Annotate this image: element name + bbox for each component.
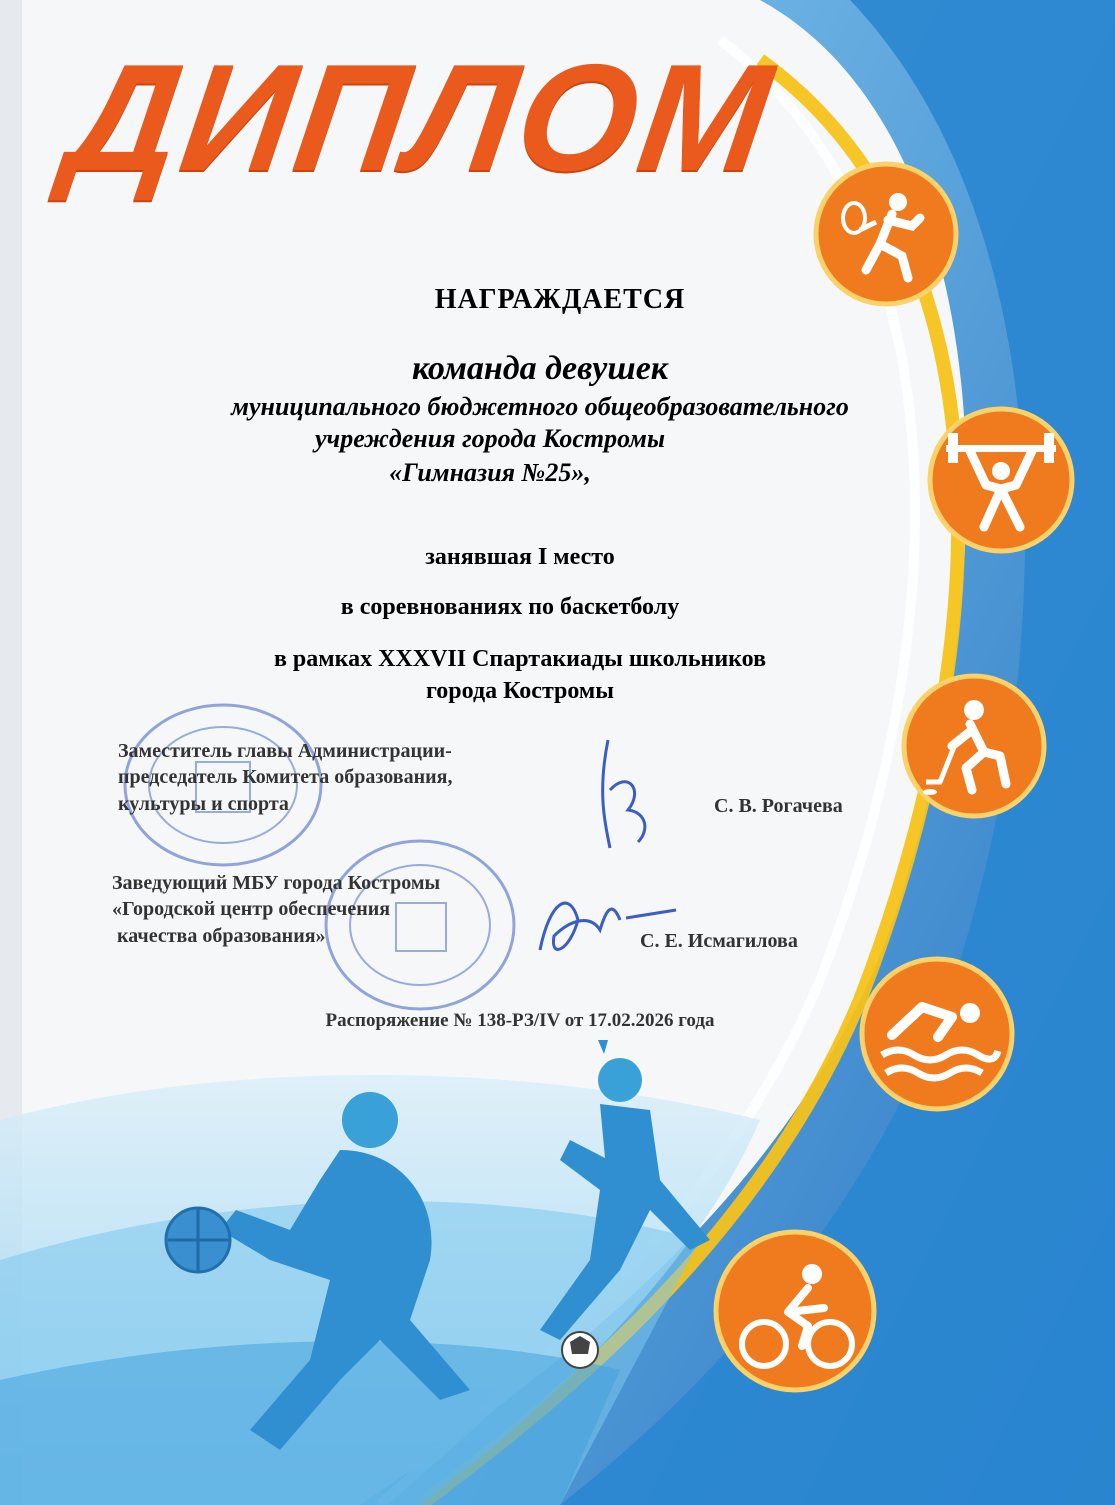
position-line: председатель Комитета образования, (118, 766, 453, 789)
football-player-illustration (500, 1040, 740, 1380)
signatory-name: С. Е. Исмагилова (640, 930, 798, 952)
signatory-position (112, 870, 542, 949)
swimming-icon (858, 955, 1016, 1113)
basketball-player-illustration (140, 1090, 520, 1470)
position-line: культуры и спорта (118, 792, 289, 815)
position-line: «Городской центр обеспечения (112, 898, 391, 921)
order-reference: Распоряжение № 138-РЗ/IV от 17.02.2026 года (325, 1010, 715, 1031)
institution-line: учреждения города Костромы (315, 424, 665, 453)
handwritten-signature (530, 880, 680, 970)
institution-line: муниципального бюджетного общеобразовательного (231, 392, 849, 421)
weightlifting-icon (926, 405, 1076, 555)
recipient-name: команда девушек (411, 350, 669, 387)
signatory-name: С. В. Рогачева (714, 795, 843, 817)
awarded-heading: НАГРАЖДАЕТСЯ (434, 284, 686, 315)
framework-text: города Костромы (425, 678, 614, 704)
framework-text: в рамках XXXVII Спартакиады школьников (273, 646, 767, 672)
tennis-icon (812, 160, 960, 308)
diploma-title: ДИПЛОМ (58, 33, 784, 203)
hockey-icon (900, 672, 1048, 820)
position-line: качества образования» (112, 924, 326, 947)
place-text: занявшая I место (425, 544, 615, 570)
position-line: Заведующий МБУ города Костромы (112, 872, 441, 894)
institution-line: «Гимназия №25», (389, 458, 591, 487)
competition-text: в соревнованиях по баскетболу (340, 594, 680, 620)
signatory-position (118, 738, 548, 817)
handwritten-signature (588, 730, 658, 860)
position-line: Заместитель главы Администрации- (118, 740, 452, 762)
